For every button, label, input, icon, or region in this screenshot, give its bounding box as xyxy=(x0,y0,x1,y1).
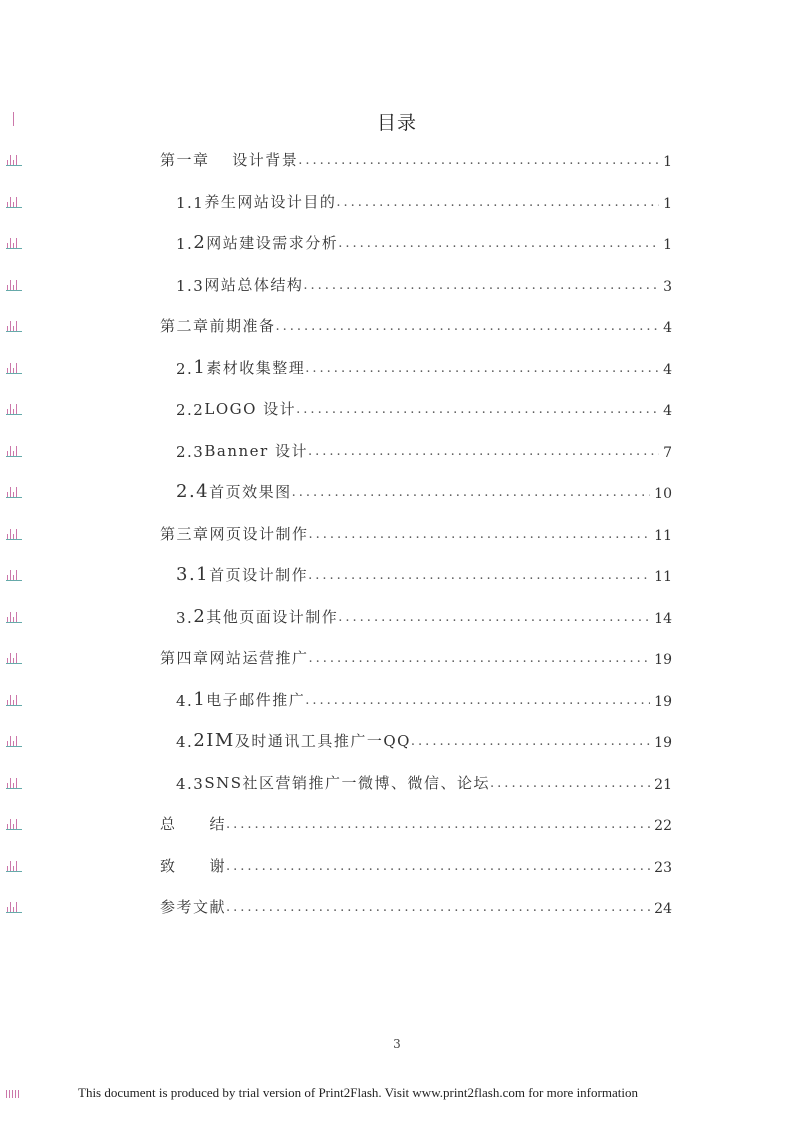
trial-footer: This document is produced by trial version of Print2Flash. Visit www.print2flash.com for more information xyxy=(78,1085,638,1100)
toc-entry[interactable] xyxy=(176,271,672,295)
toc-entry[interactable] xyxy=(176,478,672,502)
toc-entry-page: 10 xyxy=(654,486,672,502)
toc-entry-title: 第二章前期准备 xyxy=(160,317,276,335)
toc-entry-number: 2. xyxy=(176,359,194,378)
margin-mark-icon xyxy=(6,194,22,208)
margin-mark-icon xyxy=(6,277,22,291)
toc-leader-dots xyxy=(226,900,650,917)
toc-entry-number: 2.4 xyxy=(176,481,210,502)
margin-mark-icon xyxy=(6,360,22,374)
toc-entry-page: 19 xyxy=(654,652,672,668)
toc-entry-number: 1.3 xyxy=(176,276,205,295)
toc-entry-title: LOGO 设计 xyxy=(204,400,297,418)
toc-entry[interactable] xyxy=(176,188,672,212)
toc-entry[interactable] xyxy=(160,810,672,834)
toc-entry-page: 22 xyxy=(654,818,672,834)
toc-leader-dots xyxy=(308,444,659,461)
toc-leader-dots xyxy=(309,527,651,544)
toc-entry-page: 7 xyxy=(663,444,672,461)
toc-entry-title: SNS社区营销推广一微博、微信、论坛 xyxy=(204,773,491,792)
margin-mark-icon xyxy=(6,816,22,830)
toc-leader-dots xyxy=(226,817,650,834)
toc-entry-page: 1 xyxy=(663,154,672,170)
toc-entry-title: 第四章网站运营推广 xyxy=(160,649,309,667)
toc-entry-title: 首页效果图 xyxy=(209,483,292,501)
toc-leader-dots xyxy=(305,361,659,378)
toc-entry[interactable] xyxy=(176,769,672,793)
toc-entry[interactable] xyxy=(176,603,672,627)
toc-entry-title: 第三章网页设计制作 xyxy=(160,524,309,543)
toc-entry-page: 23 xyxy=(654,859,672,876)
toc-entry-number: 2 xyxy=(193,232,207,253)
toc-leader-dots xyxy=(336,195,659,212)
margin-mark-icon xyxy=(6,899,22,913)
toc-entry-page: 14 xyxy=(654,610,672,627)
toc-leader-dots xyxy=(226,859,650,876)
toc-entry[interactable] xyxy=(160,312,672,336)
margin-mark-icon xyxy=(6,112,22,126)
toc-entry-number: 3.1 xyxy=(176,564,210,585)
toc-entry-number: 2 xyxy=(193,605,207,627)
margin-mark-icon xyxy=(6,152,22,166)
toc-entry-number: 4. xyxy=(176,733,194,751)
toc-leader-dots xyxy=(490,776,650,793)
toc-entry-title: 致 谢 xyxy=(160,856,227,875)
toc-entry-page: 4 xyxy=(663,361,672,378)
toc-entry-page: 11 xyxy=(654,569,672,585)
margin-mark-icon xyxy=(6,609,22,623)
margin-mark-icon xyxy=(6,318,22,332)
margin-mark-icon xyxy=(6,235,22,249)
toc-entry-number: 1.1 xyxy=(176,193,205,212)
toc-entry[interactable] xyxy=(176,229,672,253)
toc-entry-number: 1 xyxy=(193,688,207,710)
toc-entry-number: 2IM xyxy=(193,730,235,751)
toc-leader-dots xyxy=(298,153,659,170)
margin-mark-icon xyxy=(6,526,22,540)
toc-entry-page: 19 xyxy=(654,735,672,751)
toc-entry-number: 4. xyxy=(176,691,194,710)
toc-leader-dots xyxy=(303,278,659,295)
toc-entry-page: 4 xyxy=(663,403,672,419)
toc-entry[interactable] xyxy=(176,437,672,461)
toc-entry-title: 及时通讯工具推广一QQ xyxy=(234,732,411,750)
toc-entry-title: 网站总体结构 xyxy=(204,275,304,294)
toc-entry[interactable] xyxy=(160,644,672,668)
toc-entry-page: 3 xyxy=(663,278,672,295)
margin-mark-icon xyxy=(6,484,22,498)
toc-entry-number: 3. xyxy=(176,608,194,627)
toc-leader-dots xyxy=(338,236,659,253)
toc-entry-title: 电子邮件推广 xyxy=(206,690,306,709)
toc-entry-page: 1 xyxy=(663,237,672,253)
toc-entry-page: 11 xyxy=(654,527,672,544)
toc-entry-number: 4.3 xyxy=(176,774,205,793)
margin-mark-icon xyxy=(6,401,22,415)
toc-entry[interactable] xyxy=(176,354,672,378)
page-number: 3 xyxy=(393,1037,401,1051)
toc-entry-title: 其他页面设计制作 xyxy=(206,607,339,626)
margin-mark-icon xyxy=(6,733,22,747)
toc-entry-title: 第一章 设计背景 xyxy=(160,151,299,169)
toc-entry[interactable] xyxy=(176,686,672,710)
toc-entry[interactable] xyxy=(160,146,672,170)
toc-leader-dots xyxy=(305,693,650,710)
toc-entry-page: 1 xyxy=(663,195,672,212)
margin-mark-icon xyxy=(6,775,22,789)
margin-mark-icon xyxy=(6,443,22,457)
toc-leader-dots xyxy=(309,651,651,668)
toc-entry-number: 1 xyxy=(193,356,207,378)
toc-entry[interactable] xyxy=(160,852,672,876)
toc-entry-number: 2.3 xyxy=(176,442,205,461)
toc-entry-title: Banner 设计 xyxy=(204,441,308,460)
toc-leader-dots xyxy=(411,734,650,751)
toc-entry-page: 4 xyxy=(663,320,672,336)
margin-mark-icon xyxy=(6,858,22,872)
toc-leader-dots xyxy=(292,485,651,502)
toc-entry-title: 网站建设需求分析 xyxy=(206,234,339,252)
toc-entry-title: 总 结 xyxy=(160,815,227,833)
toc-entry-title: 养生网站设计目的 xyxy=(204,192,337,211)
page-title: 目录 xyxy=(376,112,417,134)
toc-entry[interactable] xyxy=(176,395,672,419)
toc-entry[interactable] xyxy=(160,893,672,917)
toc-entry-title: 首页设计制作 xyxy=(209,566,309,584)
toc-entry-number: 1. xyxy=(176,235,194,253)
toc-leader-dots xyxy=(276,319,660,336)
toc-entry-page: 21 xyxy=(654,776,672,793)
margin-mark-icon xyxy=(6,650,22,664)
toc-entry-title: 参考文献 xyxy=(160,898,227,916)
margin-mark-icon xyxy=(6,692,22,706)
toc-entry[interactable] xyxy=(176,561,672,585)
toc-entry-title: 素材收集整理 xyxy=(206,358,306,377)
toc-entry[interactable] xyxy=(160,520,672,544)
toc-leader-dots xyxy=(296,402,659,419)
toc-entry-number: 2.2 xyxy=(176,401,205,419)
toc-entry[interactable] xyxy=(176,727,672,751)
margin-mark-icon xyxy=(6,567,22,581)
footer-mark-icon xyxy=(4,1088,22,1098)
toc-leader-dots xyxy=(308,568,650,585)
toc-entry-page: 24 xyxy=(654,901,672,917)
toc-entry-page: 19 xyxy=(654,693,672,710)
toc-leader-dots xyxy=(338,610,650,627)
